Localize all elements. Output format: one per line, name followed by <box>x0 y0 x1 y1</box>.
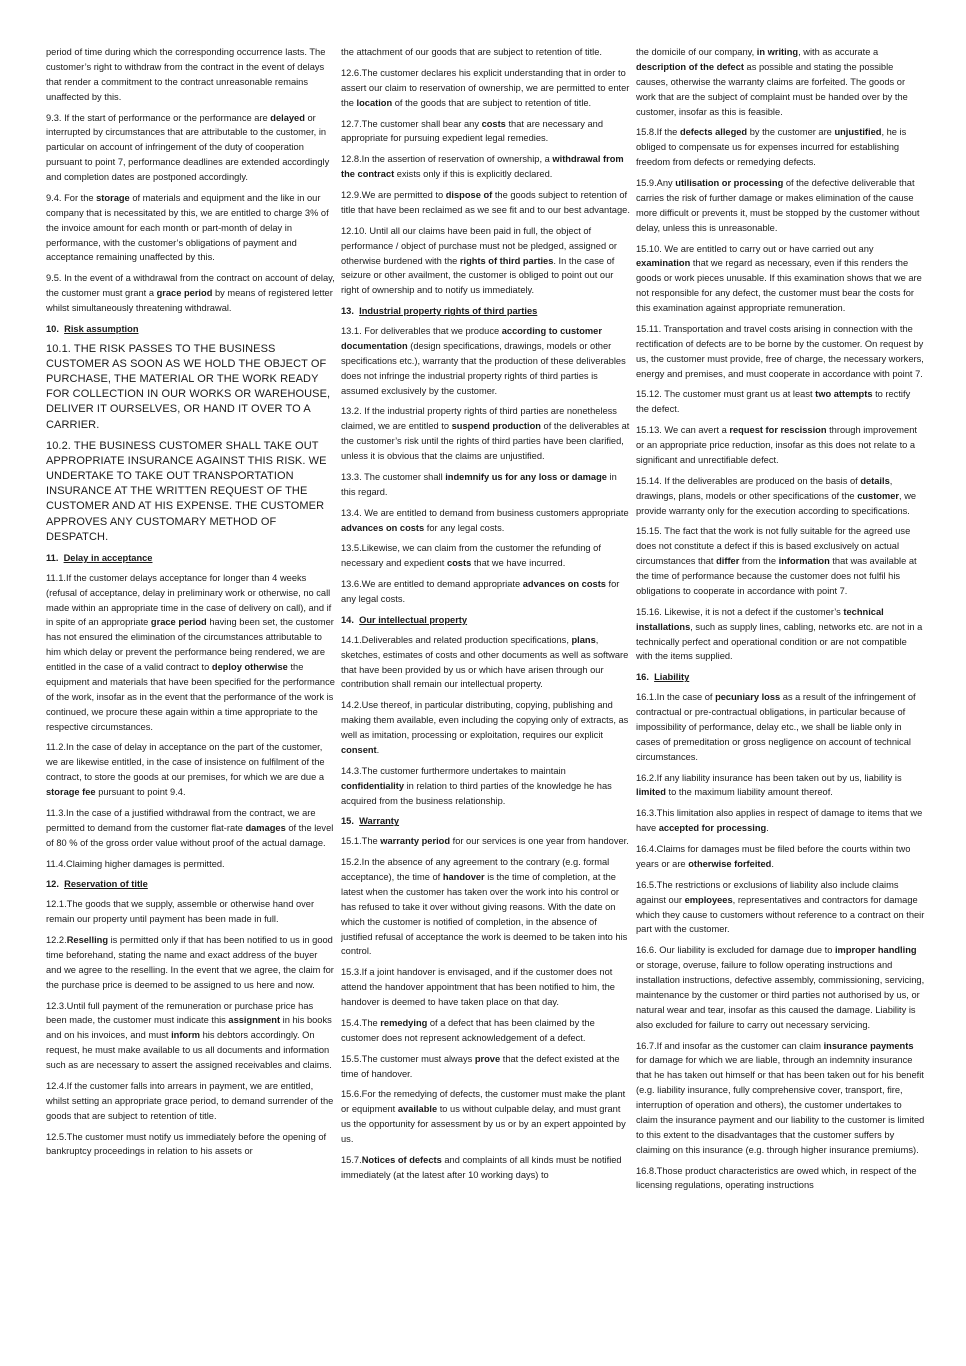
paragraph-9-4: 9.4. For the storage of materials and equipment and the like in our company that is necessitated by this, we are entitled to charge 3% of the invoice amount for each month or part-month of delay in performance, with the customer’s obligations of payment and acceptance remaining unaffected by this. <box>46 192 329 263</box>
paragraph-12-4: 12.4.If the customer falls into arrears in payment, we are entitled, whilst setting an appropriate grace period, to demand surrender of the goods that are subject to retention of title. <box>46 1080 334 1121</box>
paragraph-11-4: 11.4.Claiming higher damages is permitted. <box>46 858 225 869</box>
paragraph-12-6: 12.6.The customer declares his explicit understanding that in order to assert our claim to reservation of ownership, we are permitted to enter the location of the goods that are subject to retention of title. <box>341 67 630 108</box>
section-heading-13: 13. Industrial property rights of third parties <box>341 306 538 317</box>
paragraph-15-4: 15.4.The remedying of a defect that has been claimed by the customer does not represent acknowledgement of a defect. <box>341 1017 595 1043</box>
paragraph-15-9: 15.9.Any utilisation or processing of the defective deliverable that carries the risk of further damage or makes elimination of the cause more difficult or prevents it, must be stopped by the customer without delay, unless this is unreasonable. <box>636 178 920 233</box>
paragraph-15-1: 15.1.The warranty period for our services is one year from handover. <box>341 836 629 847</box>
paragraph-12-7: 12.7.The customer shall bear any costs that are necessary and appropriate for pursuing expedient legal remedies. <box>341 118 604 144</box>
paragraph-16-1: 16.1.In the case of pecuniary loss as a result of the infringement of contractual or pre-contractual obligations, in particular because of impossibility of performance, delay etc., we shall be liable only in cases of premeditation or gross negligence on account of technical circumstances. <box>636 692 916 762</box>
paragraph-16-2: 16.2.If any liability insurance has been taken out by us, liability is limited to the maximum liability amount thereof. <box>636 772 902 798</box>
section-heading-15: 15. Warranty <box>341 816 400 827</box>
paragraph-15-15: 15.15. The fact that the work is not fully suitable for the agreed use does not constitute a defect if this is based exclusively on actual circumstances that differ from the information that was available at the time of performance because the customer does not fulfil his obligations to cooperate in accordance with point 7. <box>636 526 917 596</box>
paragraph-11-2: 11.2.In the case of delay in acceptance on the part of the customer, we are likewise entitled, in the case of insistence on fulfilment of the contract, to store the goods at our premises, for which we are due a storage fee pursuant to point 9.4. <box>46 742 325 798</box>
paragraph-16-5: 16.5.The restrictions or exclusions of liability also include claims against our employees, representatives and contractors for damage which they cause to customers without reference to a contract on their part with the customer. <box>636 879 925 935</box>
section-heading-10: 10. Risk assumption <box>46 323 139 334</box>
paragraph-16-4: 16.4.Claims for damages must be filed before the courts within two years or are otherwise forfeited. <box>636 844 911 869</box>
paragraph-13-6: 13.6.We are entitled to demand appropriate advances on costs for any legal costs. <box>341 579 620 604</box>
paragraph: the attachment of our goods that are subject to retention of title. <box>341 47 602 57</box>
paragraph-13-4: 13.4. We are entitled to demand from business customers appropriate advances on costs for any legal costs. <box>341 507 629 533</box>
paragraph-11-1: 11.1.If the customer delays acceptance for longer than 4 weeks (refusal of acceptance, delay in preliminary work or otherwise, no call made within an appropriate time in the case of delivery on call), and if in spite of an appropriate grace period having been set, the customer has not ensured the elimination of the circumstances attributable to him which delay or prevent the performance being rendered, we are entitled in the case of a valid contract to deploy otherwise the equipment and materials that have been specified for the performance of the work, insofar as in the event that the performance of the work is continued, we procure these again within a time appropriate to the respective circumstances. <box>46 572 335 732</box>
column-2 <box>341 45 630 1345</box>
paragraph-15-7: 15.7.Notices of defects and complaints of all kinds must be notified immediately (at the latest after 10 working days) to <box>341 1154 622 1180</box>
paragraph-16-3: 16.3.This limitation also applies in respect of damage to items that we have accepted for processing. <box>636 808 923 834</box>
column-3 <box>636 45 925 1345</box>
paragraph-12-2: 12.2.Reselling is permitted only if that has been notified to us in good time beforehand, stating the name and exact address of the buyer and we agree to the reselling. In the event that we agree, the claim for the purchase price is deemed to be assigned to us here and now. <box>46 935 334 990</box>
paragraph-15-8: 15.8.If the defects alleged by the customer are unjustified, he is obliged to compensate us for expenses incurred for establishing freedom from defects or remedying defects. <box>636 127 907 168</box>
paragraph: period of time during which the corresponding occurrence lasts. The customer’s right to withdraw from the contract in the event of delays that render a commitment to the contract unreasonable remains unaffected by this. <box>46 47 326 102</box>
paragraph-15-12: 15.12. The customer must grant us at least two attempts to rectify the defect. <box>636 389 911 415</box>
paragraph-16-6: 16.6. Our liability is excluded for damage due to improper handling or storage, overuse, failure to follow operating instructions and installation instructions, defective assembly, commissioning, servicing, maintenance by the customer or third parties not authorised by us, or natural wear and tear, insofar as this caused the damage. Liability is also excluded for failure to carry out necessary servicing. <box>636 945 925 1030</box>
paragraph-12-1: 12.1.The goods that we supply, assemble or otherwise hand over remain our property until payment has been made in full. <box>46 899 315 925</box>
section-heading-14: 14. Our intellectual property <box>341 614 468 625</box>
paragraph-13-3: 13.3. The customer shall indemnify us for any loss or damage in this regard. <box>341 471 617 497</box>
paragraph-14-2: 14.2.Use thereof, in particular distributing, copying, publishing and making them available, even including the copying only of extracts, as well as imitation, processing or exploitation, requires our explicit consent. <box>341 700 629 755</box>
paragraph-15-2: 15.2.In the absence of any agreement to the contrary (e.g. formal acceptance), the time of handover is the time of completion, at the latest when the customer has taken over the work into his control or has refused to take it over without giving reasons. With the date on which the customer is notified of completion, in the absence of justified refusal of acceptance the work is deemed to be taken into his control. <box>341 857 628 957</box>
paragraph: the domicile of our company, in writing, with as accurate a description of the defect as possible and stating the possible causes, otherwise the warranty claims are forfeited. The goods or work that are the subject of complaint must be handed over by the customer, insofar as this is feasible. <box>636 47 908 117</box>
paragraph-9-3: 9.3. If the start of performance or the performance are delayed or interrupted by circumstances that are attributable to the customer, in particular on account of infringement of the duty of cooperation pursuant to point 7, performance deadlines are extended accordingly and completion dates are postponed accordingly. <box>46 112 330 182</box>
paragraph-13-5: 13.5.Likewise, we can claim from the customer the refunding of necessary and expedient costs that we have incurred. <box>341 543 601 569</box>
paragraph-12-9: 12.9.We are permitted to dispose of the goods subject to retention of title that have been reclaimed as we see fit and to our best advantage. <box>341 190 630 215</box>
paragraph-12-5: 12.5.The customer must notify us immediately before the opening of bankruptcy proceedings in relation to his assets or <box>46 1131 327 1157</box>
paragraph-14-3: 14.3.The customer furthermore undertakes to maintain confidentiality in relation to third parties of the knowledge he has acquired from the business relationship. <box>341 765 612 806</box>
paragraph-12-3: 12.3.Until full payment of the remuneration or purchase price has been made, the customer must indicate this assignment in his books and on his invoices, and must inform his debtors accordingly. On request, he must make available to us all documents and information such as are necessary to assert the assigned receivables and claims. <box>46 1000 332 1071</box>
paragraph-15-13: 15.13. We can avert a request for rescission through improvement or an appropriate price reduction, insofar as this does not relate to a significant and unrectifiable defect. <box>636 425 917 465</box>
paragraph-15-3: 15.3.If a joint handover is envisaged, and if the customer does not attend the handover appointment that has been notified to him, the handover is deemed to have taken place on that day. <box>341 967 615 1007</box>
paragraph-9-5: 9.5. In the event of a withdrawal from the contract on account of delay, the customer must grant a grace period by means of registered letter whilst simultaneously threatening withdrawal. <box>46 273 335 313</box>
paragraph-11-3: 11.3.In the case of a justified withdrawal from the contract, we are permitted to demand from the customer flat-rate damages of the level of 80 % of the gross order value without proof of the actual damage. <box>46 807 334 848</box>
section-heading-16: 16. Liability <box>636 672 690 683</box>
paragraph-10-2: 10.2. THE BUSINESS CUSTOMER SHALL TAKE OUT APPROPRIATE INSURANCE AGAINST THIS RISK. WE UNDERTAKE TO TAKE OUT TRANSPORTATION INSURANCE AT THE WRITTEN REQUEST OF THE CUSTOMER AND AT HIS EXPENSE. THE CUSTOMER APPROVES ANY CUSTOMARY METHOD OF DESPATCH. <box>46 439 327 543</box>
paragraph-15-14: 15.14. If the deliverables are produced on the basis of details, drawings, plans, models or other specifications of the customer, we provide warranty only for the execution according to specifications. <box>636 475 917 516</box>
paragraph-15-16: 15.16. Likewise, it is not a defect if the customer’s technical installations, such as supply lines, cabling, networks etc. are not in a technically perfect and operational condition or are not compatible with the items supplied. <box>636 606 923 662</box>
section-heading-12: 12. Reservation of title <box>46 879 148 890</box>
section-heading-11: 11. Delay in acceptance <box>46 552 153 563</box>
paragraph-16-8: 16.8.Those product characteristics are owed which, in respect of the licensing regulations, operating instructions <box>636 1165 917 1191</box>
paragraph-14-1: 14.1.Deliverables and related production specifications, plans, sketches, estimates of costs and other documents as well as software that have been provided by us or which have arisen through our contribution shall remain our intellectual property. <box>341 634 629 690</box>
paragraph-15-11: 15.11. Transportation and travel costs arising in connection with the rectification of defects are to be borne by the customer. On request by us, the customer must provide, free of charge, the necessary workers, energy and premises, and must cooperate in accordance with point 7. <box>636 323 924 379</box>
paragraph-15-6: 15.6.For the remedying of defects, the customer must make the plant or equipment available to us without culpable delay, and must grant us the opportunity for assessment by us or by an expert appointed by us. <box>341 1089 626 1144</box>
paragraph-13-1: 13.1. For deliverables that we produce according to customer documentation (design specifications, drawings, models or other specifications etc.), warranty that the production of these deliverables does not infringe the industrial property rights of third parties is assumed exclusively by the customer. <box>341 326 626 396</box>
paragraph-13-2: 13.2. If the industrial property rights of third parties are nonetheless claimed, we are entitled to suspend production of the deliverables at the customer’s risk until the rights of third parties have been clarified, unless it is obvious that the claims are unjustified. <box>341 406 630 461</box>
column-1 <box>46 45 335 1345</box>
paragraph-12-8: 12.8.In the assertion of reservation of ownership, a withdrawal from the contract exists only if this is explicitly declared. <box>341 154 624 180</box>
paragraph-12-10: 12.10. Until all our claims have been paid in full, the object of performance / object of purchase must not be pledged, assigned or otherwise burdened with the rights of third parties. In the case of seizure or other availment, the customer is obliged to point out our right of ownership and to notify us immediately. <box>341 225 617 296</box>
paragraph-15-5: 15.5.The customer must always prove that the defect existed at the time of handover. <box>341 1053 620 1079</box>
paragraph-15-10: 15.10. We are entitled to carry out or have carried out any examination that we regard as necessary, even if this renders the goods or work pieces unusable. If this examination shows that we are not responsible for any defect, the customer must bear the costs for this examination against appropriate remuneration. <box>636 243 922 313</box>
paragraph-10-1: 10.1. THE RISK PASSES TO THE BUSINESS CUSTOMER AS SOON AS WE HOLD THE OBJECT OF PURCHASE, THE MATERIAL OR THE WORK READY FOR COLLECTION IN OUR WORKS OR WAREHOUSE, DELIVER IT OURSELVES, OR HAND IT OVER TO A CARRIER. <box>46 342 331 431</box>
paragraph-16-7: 16.7.If and insofar as the customer can claim insurance payments for damage for which we are liable, through an indemnity insurance that he has taken out himself or that has been taken out for his benefit (e.g. liability insurance, fully comprehensive cover, transport, fire, interruption of operation and others), the customer undertakes to claim the insurance payment and our liability to the customer is limited to this extent to the disadvantages that the customer suffers by claiming on this insurance (e.g. through higher insurance premiums). <box>636 1040 925 1155</box>
